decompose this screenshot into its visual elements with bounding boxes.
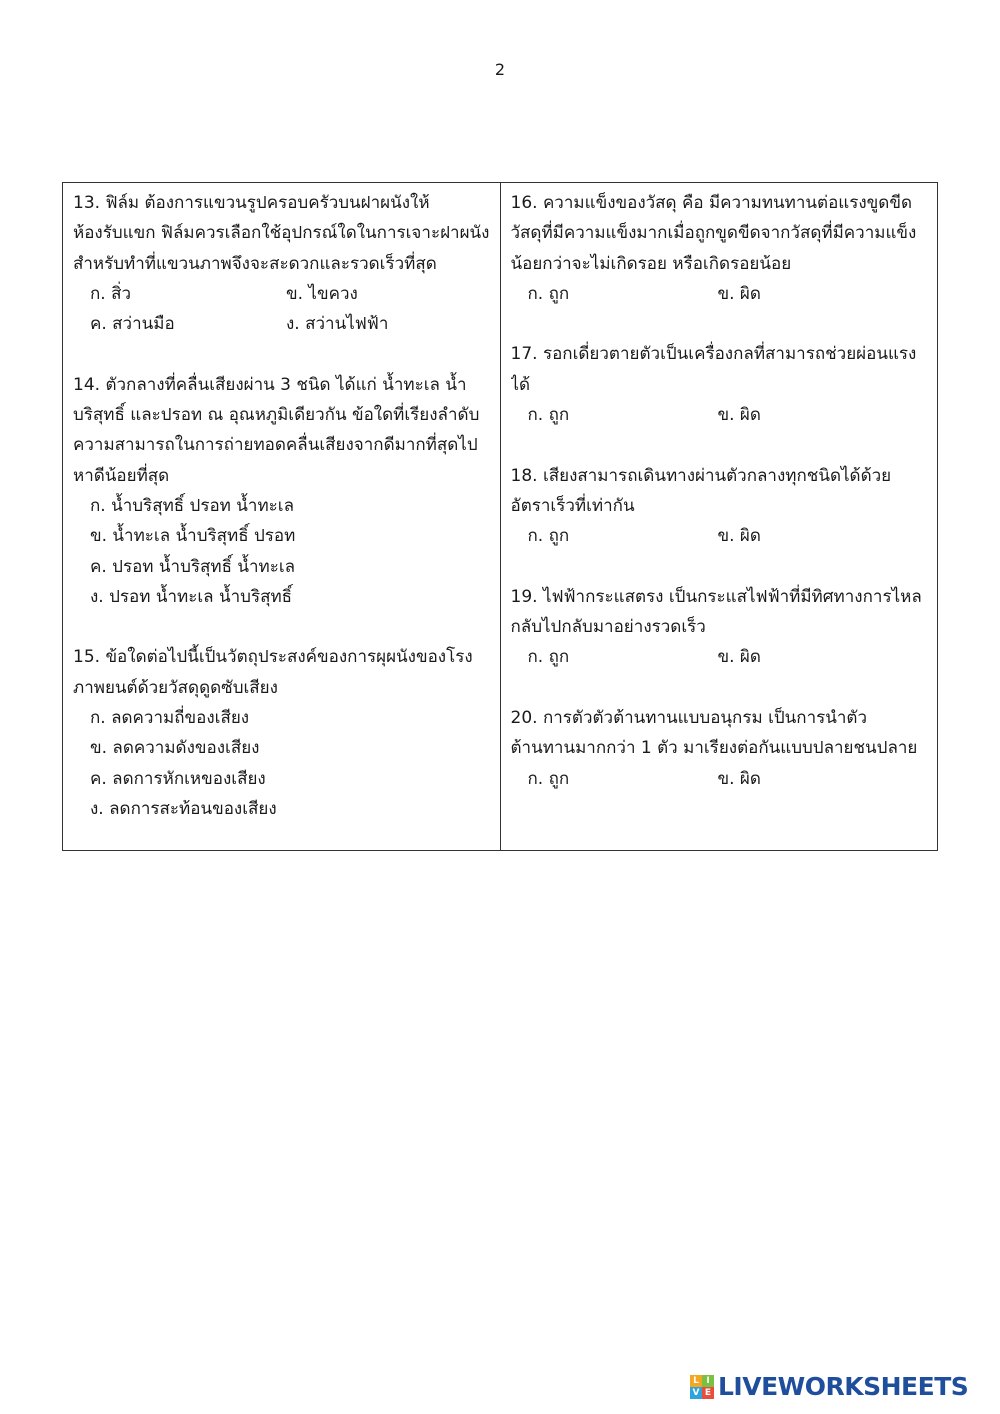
question-15-option-b[interactable]: ข. ลดความดังของเสียง [90, 738, 260, 759]
question-14-option-b[interactable]: ข. น้ำทะเล น้ำบริสุทธิ์ ปรอท [90, 526, 296, 547]
quiz-table [62, 182, 938, 851]
question-18 [511, 461, 929, 552]
question-20-option-false[interactable]: ข. ผิด [717, 768, 761, 789]
question-13-text-line-3: สำหรับทำที่แขวนภาพจึงจะสะดวกและรวดเร็วที่สุด [73, 253, 437, 274]
question-13-text-line-1: 13. ฟิล์ม ต้องการแขวนรูปครอบครัวบนฝาผนังให้ [73, 193, 430, 213]
question-14-option-c[interactable]: ค. ปรอท น้ำบริสุทธิ์ น้ำทะเล [90, 556, 296, 577]
question-14-text-line-3: ความสามารถในการถ่ายทอดคลื่นเสียงจากดีมากที่สุดไป [73, 435, 478, 456]
question-17-text-line-2: ได้ [510, 374, 531, 395]
spacer [511, 309, 929, 339]
question-17-option-true[interactable]: ก. ถูก [527, 405, 570, 426]
question-16-option-true[interactable]: ก. ถูก [527, 283, 570, 304]
question-18-options [511, 521, 929, 551]
question-16-options [511, 279, 929, 309]
question-20-options [511, 764, 929, 794]
question-15-option-d[interactable]: ง. ลดการสะท้อนของเสียง [90, 798, 277, 819]
question-14-text-line-2: บริสุทธิ์ และปรอท ณ อุณหภูมิเดียวกัน ข้อใดที่เรียงลำดับ [73, 405, 480, 426]
question-19-text-line-1: 19. ไฟฟ้ากระแสตรง เป็นกระแสไฟฟ้าที่มีทิศทางการไหล [510, 586, 922, 607]
question-15 [73, 642, 491, 824]
question-18-option-false[interactable]: ข. ผิด [717, 526, 761, 547]
question-19-options [511, 642, 929, 672]
logo-mark-letter: E [702, 1387, 714, 1399]
question-16-text-line-3: น้อยกว่าจะไม่เกิดรอย หรือเกิดรอยน้อย [510, 253, 792, 274]
question-17-options [511, 400, 929, 430]
question-19 [511, 582, 929, 673]
question-19-option-true[interactable]: ก. ถูก [527, 647, 570, 668]
right-column [501, 183, 938, 850]
question-20 [511, 703, 929, 794]
question-14-text-line-4: หาดีน้อยที่สุด [73, 465, 170, 486]
question-13-text-line-2: ห้องรับแขก ฟิล์มควรเลือกใช้อุปกรณ์ใดในการเจาะฝาผนัง [73, 223, 490, 244]
question-13-options-row-2 [73, 309, 491, 339]
question-13-options-row-1 [73, 279, 491, 309]
page-number: 2 [494, 60, 506, 79]
question-20-text-line-2: ต้านทานมากกว่า 1 ตัว มาเรียงต่อกันแบบปลายชนปลาย [510, 738, 918, 759]
question-14 [73, 370, 491, 612]
question-14-option-d[interactable]: ง. ปรอท น้ำทะเล น้ำบริสุทธิ์ [90, 586, 293, 607]
question-16-text-line-1: 16. ความแข็งของวัสดุ คือ มีความทนทานต่อแรงขูดขีด [510, 193, 913, 213]
spacer [73, 339, 491, 369]
spacer [511, 430, 929, 460]
left-column [63, 183, 501, 850]
question-15-option-c[interactable]: ค. ลดการหักเหของเสียง [90, 768, 266, 789]
question-13 [73, 188, 491, 339]
liveworksheets-logo[interactable] [690, 1372, 968, 1401]
logo-mark-letter: L [690, 1375, 702, 1387]
logo-mark-letter: V [690, 1387, 702, 1399]
liveworksheets-logo-text: LIVEWORKSHEETS [718, 1372, 969, 1401]
question-19-text-line-2: กลับไปกลับมาอย่างรวดเร็ว [510, 617, 706, 638]
question-17-option-false[interactable]: ข. ผิด [717, 405, 761, 426]
question-13-option-b[interactable]: ข. ไขควง [286, 283, 358, 304]
question-13-option-c[interactable]: ค. สว่านมือ [90, 314, 175, 335]
question-15-option-a[interactable]: ก. ลดความถี่ของเสียง [90, 708, 250, 729]
question-17 [511, 339, 929, 430]
liveworksheets-logo-icon [690, 1375, 714, 1399]
spacer [73, 612, 491, 642]
logo-mark-letter: I [702, 1375, 714, 1387]
question-18-text-line-2: อัตราเร็วที่เท่ากัน [510, 495, 635, 516]
question-15-text-line-1: 15. ข้อใดต่อไปนี้เป็นวัตถุประสงค์ของการผุผนังของโรง [73, 647, 473, 668]
question-16-option-false[interactable]: ข. ผิด [717, 283, 761, 304]
question-15-text-line-2: ภาพยนต์ด้วยวัสดุดูดซับเสียง [73, 677, 278, 698]
question-16 [511, 188, 929, 309]
question-20-text-line-1: 20. การตัวตัวต้านทานแบบอนุกรม เป็นการนำตัว [510, 708, 868, 729]
question-18-text-line-1: 18. เสียงสามารถเดินทางผ่านตัวกลางทุกชนิดได้ด้วย [510, 465, 892, 486]
question-20-option-true[interactable]: ก. ถูก [527, 768, 570, 789]
spacer [511, 552, 929, 582]
question-13-option-d[interactable]: ง. สว่านไฟฟ้า [286, 314, 389, 335]
question-14-option-a[interactable]: ก. น้ำบริสุทธิ์ ปรอท น้ำทะเล [90, 495, 295, 516]
question-19-option-false[interactable]: ข. ผิด [717, 647, 761, 668]
question-16-text-line-2: วัสดุที่มีความแข็งมากเมื่อถูกขูดขีดจากวัสดุที่มีความแข็ง [510, 223, 917, 244]
question-13-option-a[interactable]: ก. สิ่ว [90, 283, 132, 304]
spacer [511, 673, 929, 703]
question-17-text-line-1: 17. รอกเดี่ยวตายตัวเป็นเครื่องกลที่สามารถช่วยผ่อนแรง [510, 344, 917, 365]
question-14-text-line-1: 14. ตัวกลางที่คลื่นเสียงผ่าน 3 ชนิด ได้แก่ น้ำทะเล น้ำ [73, 374, 467, 395]
question-18-option-true[interactable]: ก. ถูก [527, 526, 570, 547]
